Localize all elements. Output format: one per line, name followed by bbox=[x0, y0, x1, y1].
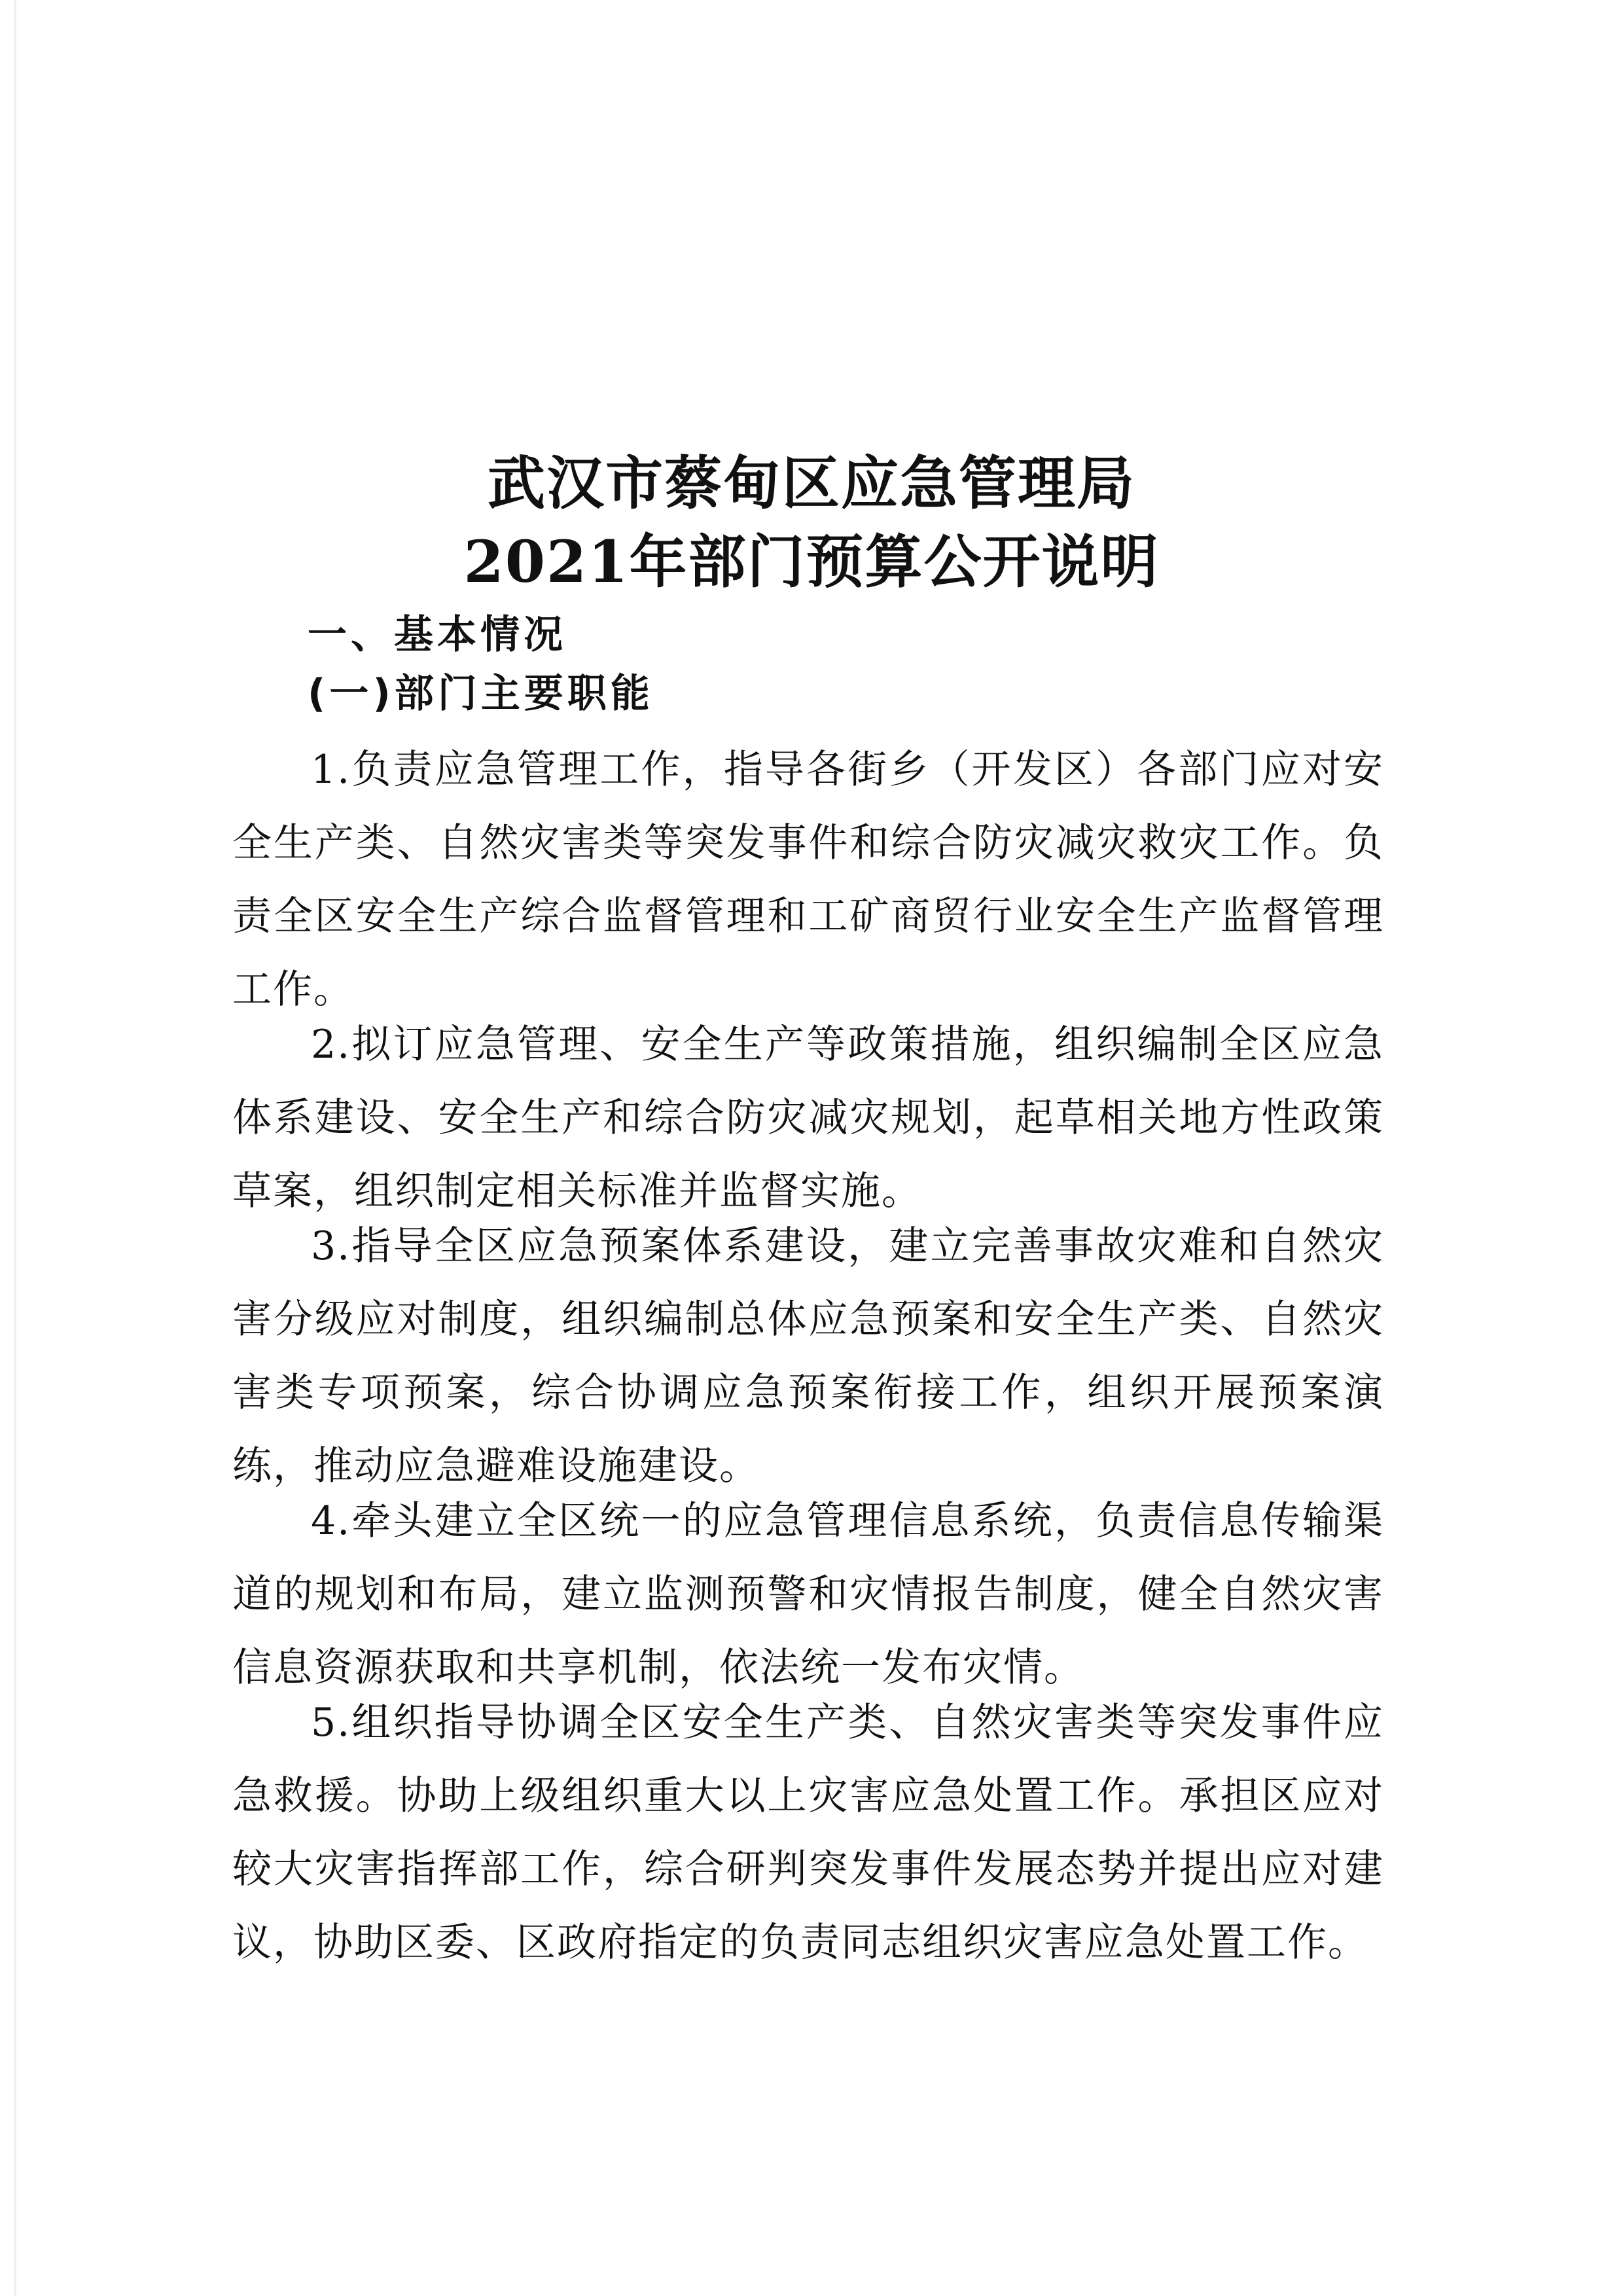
document-title-line1: 武汉市蔡甸区应急管理局 bbox=[487, 449, 1135, 517]
paragraph-5: 5.组织指导协调全区安全生产类、自然灾害类等突发事件应急救援。协助上级组织重大以上灾害应急处置工作。承担区应对较大灾害指挥部工作，综合研判突发事件发展态势并提出应对建议，协助区委、区政府指定的负责同志组织灾害应急处置工作。 bbox=[232, 1700, 1384, 1965]
subsection-heading: (一)部门主要职能 bbox=[308, 671, 654, 717]
paragraph-4: 4.牵头建立全区统一的应急管理信息系统，负责信息传输渠道的规划和布局，建立监测预警和灾情报告制度，健全自然灾害信息资源获取和共享机制，依法统一发布灾情。 bbox=[232, 1498, 1384, 1691]
paragraph-3: 3.指导全区应急预案体系建设，建立完善事故灾难和自然灾害分级应对制度，组织编制总体应急预案和安全生产类、自然灾害类专项预案，综合协调应急预案衔接工作，组织开展预案演练，推动应急避难设施建设。 bbox=[232, 1223, 1384, 1489]
document-title-line2: 2021年部门预算公开说明 bbox=[463, 528, 1160, 596]
scan-edge-line bbox=[14, 0, 16, 2296]
section-heading: 一、基本情况 bbox=[308, 612, 567, 658]
paragraph-1: 1.负责应急管理工作，指导各街乡（开发区）各部门应对安全生产类、自然灾害类等突发事件和综合防灾减灾救灾工作。负责全区安全生产综合监督管理和工矿商贸行业安全生产监督管理工作。 bbox=[232, 747, 1384, 1013]
paragraph-2: 2.拟订应急管理、安全生产等政策措施，组织编制全区应急体系建设、安全生产和综合防灾减灾规划，起草相关地方性政策草案，组织制定相关标准并监督实施。 bbox=[232, 1022, 1384, 1214]
